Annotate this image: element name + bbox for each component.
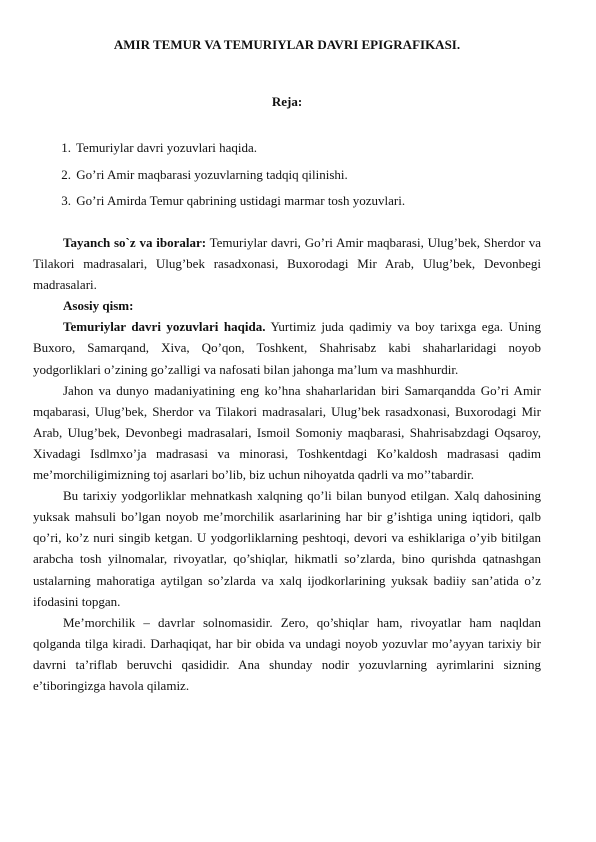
keywords-paragraph [33, 232, 541, 295]
paragraph-3: Bu tarixiy yodgorliklar mehnatkash xalqning qo’li bilan bunyod etilgan. Xalq dahosining yuksak mahsuli bo’lgan noyob me’morchilik asarlarining har bir g’ishtiga uning iqtidori, qalb qo’ri, ko’z nuri singib ketgan. U yodgorliklarning peshtoqi, devori va eshiklariga o’yib bitilgan arabcha tosh yilnomalar, rivoyatlar, qo’shiqlar, hikmatli so’zlarda, bino qurishda qatnashgan ustalarning mahoratiga aytilgan so’zlarda va xalq ijodkorlarining yuksak badiiy san’atida o’z ifodasini topgan. [33, 488, 541, 609]
plan-heading: Reja: [271, 94, 303, 109]
document-title: AMIR TEMUR VA TEMURIYLAR DAVRI EPIGRAFIKASI. [113, 37, 461, 52]
plan-item-number: 2. [61, 166, 71, 182]
plan-item-number: 1. [61, 140, 71, 155]
plan-list [33, 140, 541, 220]
section1-paragraph [33, 316, 541, 379]
plan-item-text: Temuriylar davri yozuvlari haqida. [76, 140, 258, 155]
plan-item [33, 167, 541, 183]
paragraph-4: Me’morchilik – davrlar solnomasidir. Zero, qo’shiqlar ham, rivoyatlar ham naqldan qolganda tilga kiradi. Darhaqiqat, har bir obida va undagi noyob yozuvlar mo’ayyan tarixiy bir davrni ta’riflab beruvchi qasididir. Ana shunday nodir yozuvlarning ayrimlarini sizning e’tiboringizga havola qilamiz. [33, 614, 541, 693]
main-section-heading: Asosiy qism: [63, 298, 134, 314]
body-text [33, 232, 541, 696]
plan-item-text: Go’ri Amir maqbarasi yozuvlarning tadqiq qilinishi. [76, 166, 348, 182]
keywords-text: Temuriylar davri, Go’ri Amir maqbarasi, Ulug’bek, Sherdor va Tilakori madrasalari, Ulug’bek rasadxonasi, Buxorodagi Mir Arab, Ulug’bek, Devonbegi madrasalari. [33, 235, 541, 293]
plan-item-number: 3. [61, 193, 71, 208]
plan-item [33, 140, 541, 156]
plan-item [33, 193, 541, 209]
section1-text: Yurtimiz juda qadimiy va boy tarixga ega. Uning Buxoro, Samarqand, Xiva, Qo’qon, Toshkent, Shahrisabz kabi shaharlaridagi noyob yodgorliklari o’zining go’zalligi va nafosati bilan jahonga ma’lum va mashhurdir. [33, 319, 541, 377]
plan-item-text: Go’ri Amirda Temur qabrining ustidagi marmar tosh yozuvlari. [76, 193, 406, 208]
section1-label: Temuriylar davri yozuvlari haqida. [63, 319, 266, 335]
paragraph-2: Jahon va dunyo madaniyatining eng ko’hna shaharlaridan biri Samarqandda Go’ri Amir mqabarasi, Ulug’bek, Sherdor va Tilakori madrasalari, Ulug’bek rasadxonasi, Buxorodagi Mir Arab, Ulug’bek, Devonbegi madrasalari, Ismoil Somoniy maqbarasi, Shahrisabzdagi Oqsaroy, Xivadagi Isdlmxo’ja madrasasi va minorasi, Toshkentdagi Ko’kaldosh madrasasi qadim me’morchiligimizning toj asarlari bo’lib, biz uchun nihoyatda qadrli va mo’’tabardir. [33, 382, 541, 483]
keywords-label: Tayanch so`z va iboralar: [63, 235, 207, 250]
